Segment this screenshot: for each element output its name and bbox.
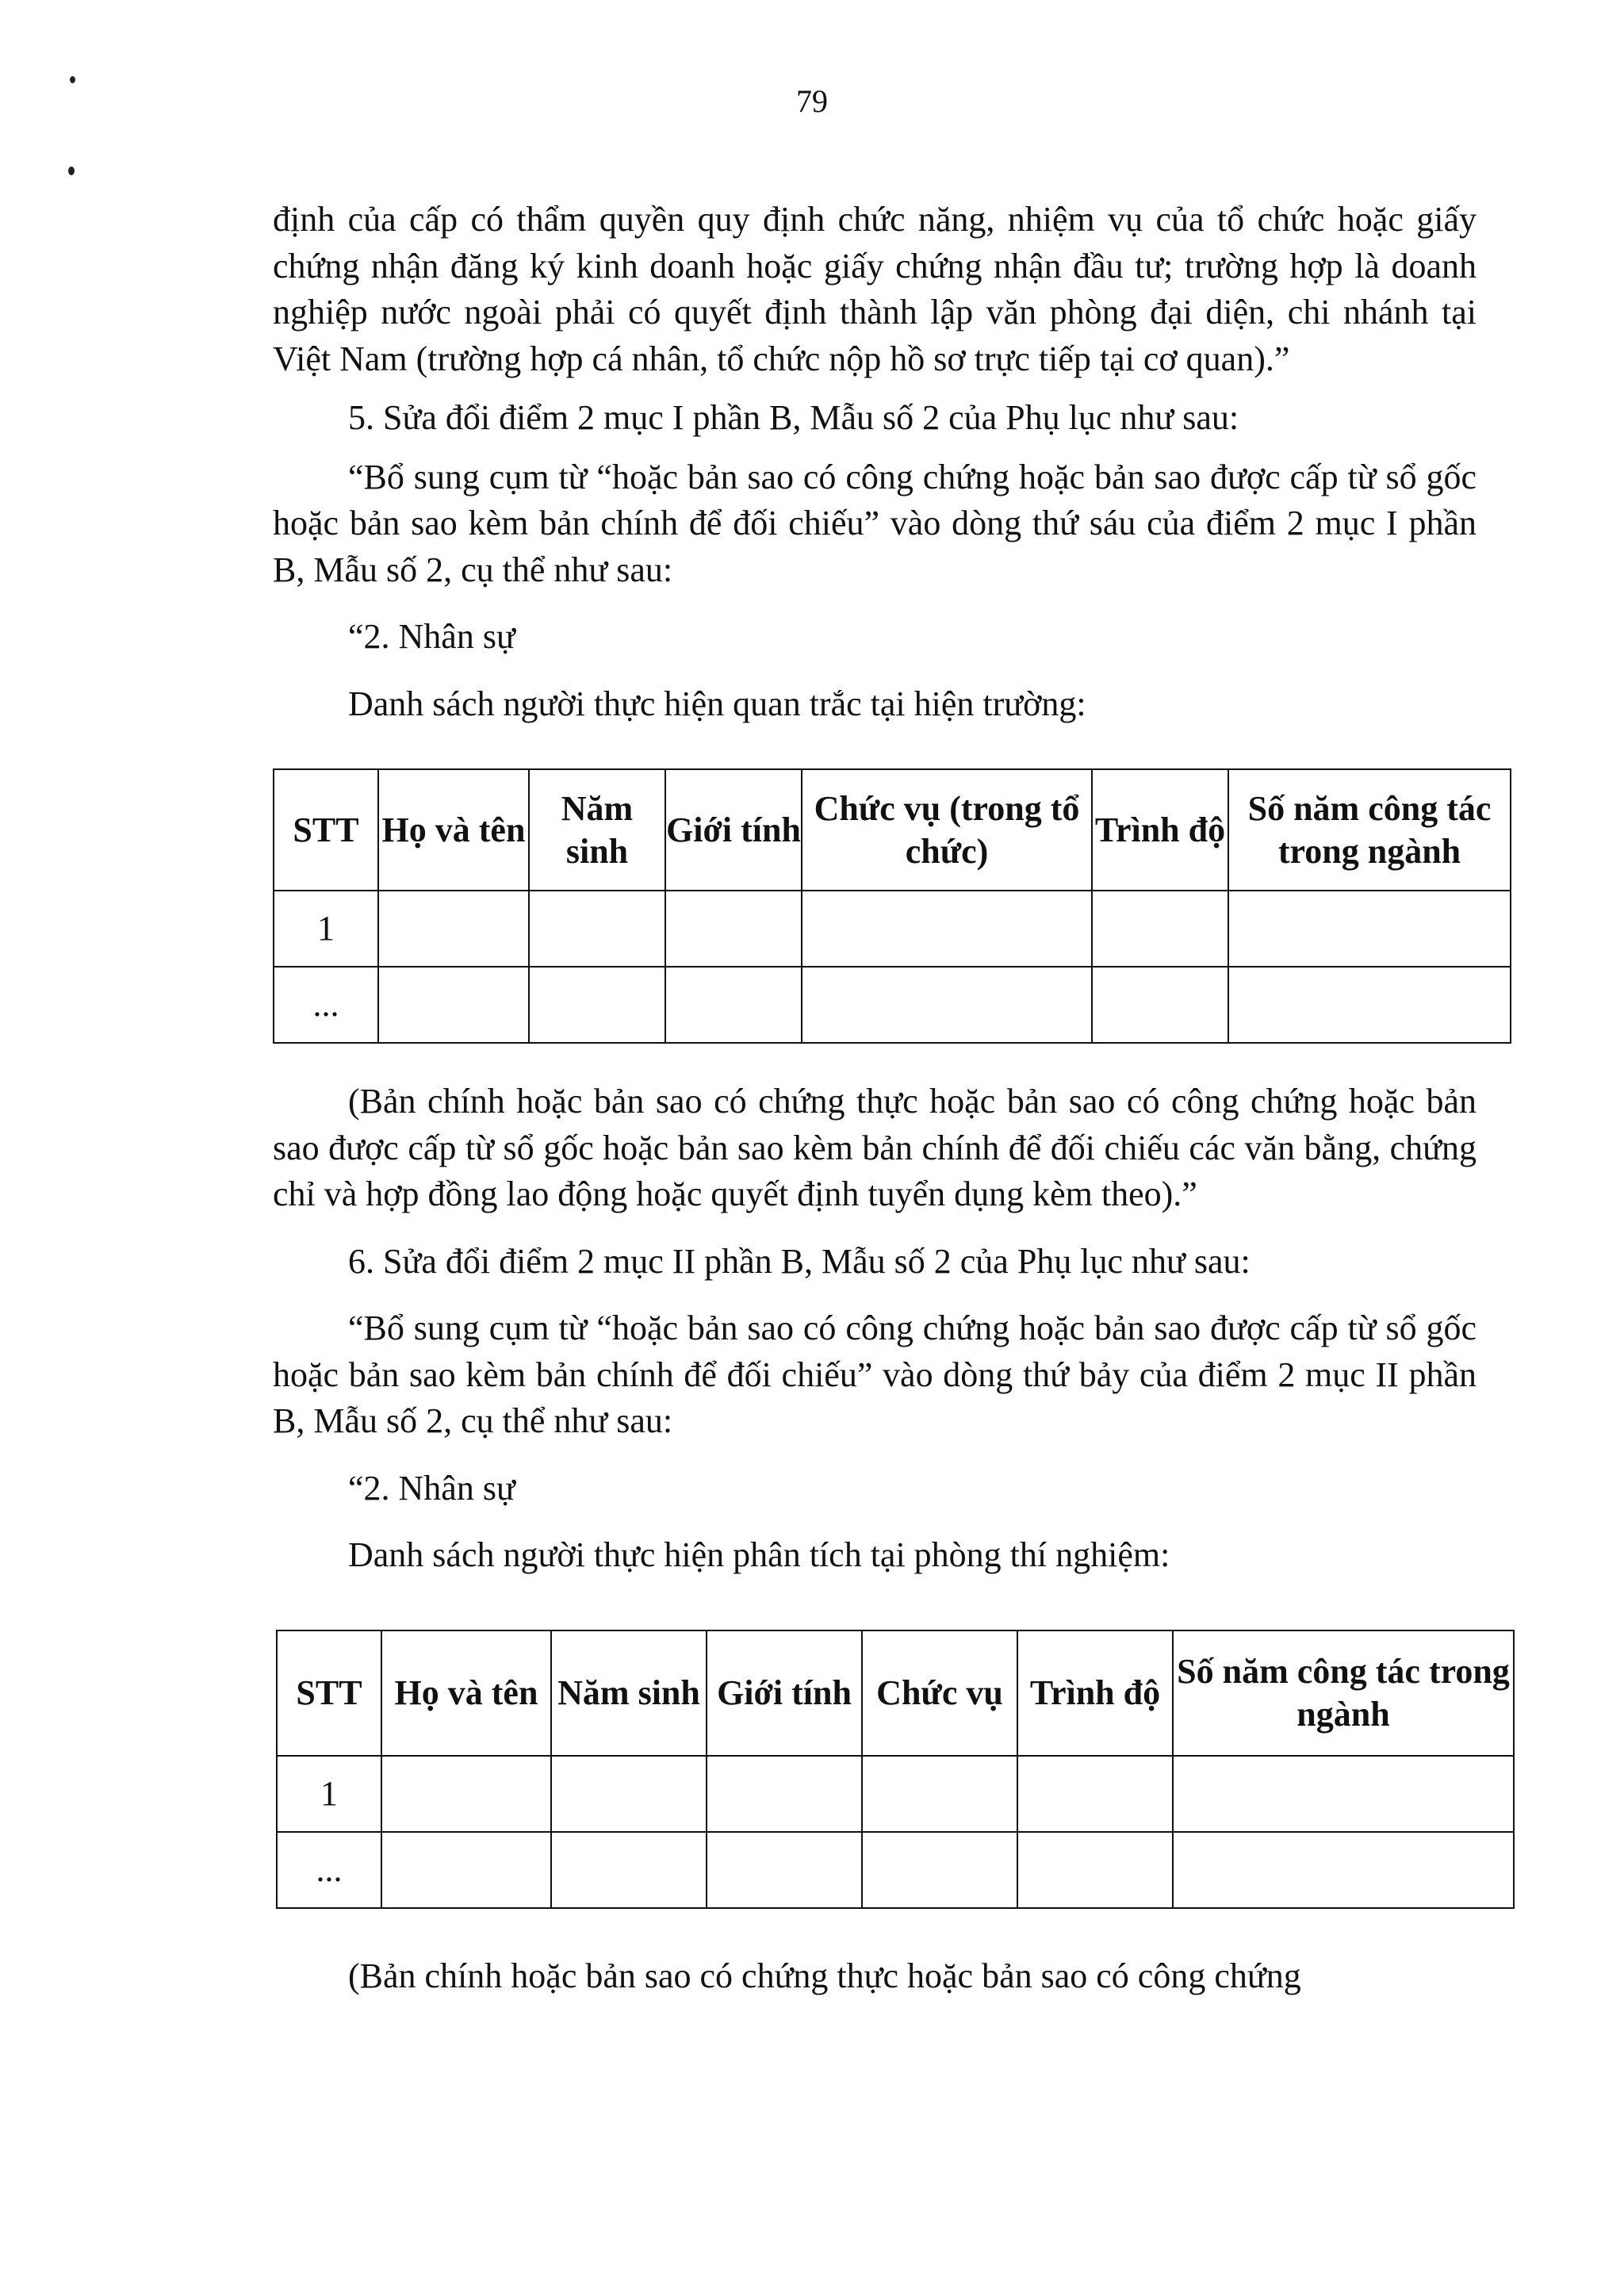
attachment-note-2: (Bản chính hoặc bản sao có chứng thực hoặc bản sao có công chứng xyxy=(348,1956,1301,1995)
table-cell xyxy=(529,891,665,967)
column-header: Họ và tên xyxy=(378,769,529,891)
amendment-5-heading: 5. Sửa đổi điểm 2 mục I phần B, Mẫu số 2 của Phụ lục như sau: xyxy=(348,398,1239,437)
amendment-6-heading: 6. Sửa đổi điểm 2 mục II phần B, Mẫu số 2 của Phụ lục như sau: xyxy=(348,1241,1251,1281)
table-cell: 1 xyxy=(277,1756,381,1832)
paragraph-continuation: định của cấp có thẩm quyền quy định chức năng, nhiệm vụ của tổ chức hoặc giấy chứng nhận đăng ký kinh doanh hoặc giấy chứng nhận đầu tư; trường hợp là doanh nghiệp nước ngoài phải có quyết định thành lập văn phòng đại diện, chi nhánh tại Việt Nam (trường hợp cá nhân, tổ chức nộp hồ sơ trực tiếp tại cơ quan).” xyxy=(273,200,1477,378)
lab-analysis-staff-table xyxy=(276,1630,1515,1909)
column-header: Họ và tên xyxy=(381,1630,551,1756)
table-cell xyxy=(551,1832,707,1908)
column-header: STT xyxy=(274,769,378,891)
table-cell xyxy=(529,967,665,1043)
table-cell xyxy=(802,967,1092,1043)
table-cell xyxy=(802,891,1092,967)
scan-speck xyxy=(68,167,75,175)
table-row xyxy=(274,967,1511,1043)
table-cell: ... xyxy=(277,1832,381,1908)
table-cell xyxy=(551,1756,707,1832)
amendment-6-text: “Bổ sung cụm từ “hoặc bản sao có công chứng hoặc bản sao được cấp từ sổ gốc hoặc bản sao kèm bản chính để đối chiếu” vào dòng thứ bảy của điểm 2 mục II phần B, Mẫu số 2, cụ thể như sau: xyxy=(273,1309,1477,1440)
column-header: Giới tính xyxy=(707,1630,862,1756)
table-cell xyxy=(1173,1832,1514,1908)
table-header-row xyxy=(277,1630,1514,1756)
column-header: Giới tính xyxy=(665,769,802,891)
table-cell xyxy=(1017,1832,1173,1908)
list-caption-field: Danh sách người thực hiện quan trắc tại hiện trường: xyxy=(348,684,1086,723)
column-header: Số năm công tác trong ngành xyxy=(1173,1630,1514,1756)
section-heading-personnel-2: “2. Nhân sự xyxy=(348,1468,515,1508)
table-header-row xyxy=(274,769,1511,891)
column-header: Chức vụ (trong tổ chức) xyxy=(802,769,1092,891)
table-cell: 1 xyxy=(274,891,378,967)
table-cell xyxy=(862,1832,1017,1908)
table-cell xyxy=(862,1756,1017,1832)
table-cell xyxy=(1228,967,1511,1043)
table-cell xyxy=(381,1756,551,1832)
table-row xyxy=(277,1756,1514,1832)
table-cell xyxy=(378,891,529,967)
page-number: 79 xyxy=(796,83,828,119)
table-cell xyxy=(1017,1756,1173,1832)
list-caption-lab: Danh sách người thực hiện phân tích tại phòng thí nghiệm: xyxy=(348,1535,1170,1574)
table-cell xyxy=(707,1832,862,1908)
column-header: Chức vụ xyxy=(862,1630,1017,1756)
table-cell xyxy=(665,891,802,967)
column-header: STT xyxy=(277,1630,381,1756)
table-cell: ... xyxy=(274,967,378,1043)
table-cell xyxy=(707,1756,862,1832)
table-row xyxy=(277,1832,1514,1908)
column-header: Năm sinh xyxy=(551,1630,707,1756)
column-header: Trình độ xyxy=(1017,1630,1173,1756)
table-cell xyxy=(378,967,529,1043)
field-monitoring-staff-table xyxy=(273,768,1511,1044)
table-cell xyxy=(1092,891,1228,967)
table-cell xyxy=(1228,891,1511,967)
column-header: Năm sinh xyxy=(529,769,665,891)
attachment-note-1: (Bản chính hoặc bản sao có chứng thực hoặc bản sao có công chứng hoặc bản sao được cấp từ sổ gốc hoặc bản sao kèm bản chính để đối chiếu các văn bằng, chứng chỉ và hợp đồng lao động hoặc quyết định tuyển dụng kèm theo).” xyxy=(273,1082,1477,1213)
table-cell xyxy=(381,1832,551,1908)
table-cell xyxy=(1173,1756,1514,1832)
table-cell xyxy=(1092,967,1228,1043)
column-header: Trình độ xyxy=(1092,769,1228,891)
amendment-5-text: “Bổ sung cụm từ “hoặc bản sao có công chứng hoặc bản sao được cấp từ sổ gốc hoặc bản sao kèm bản chính để đối chiếu” vào dòng thứ sáu của điểm 2 mục I phần B, Mẫu số 2, cụ thể như sau: xyxy=(273,457,1477,589)
section-heading-personnel: “2. Nhân sự xyxy=(348,617,515,656)
table-row xyxy=(274,891,1511,967)
table-cell xyxy=(665,967,802,1043)
document-body xyxy=(273,197,1510,1999)
column-header: Số năm công tác trong ngành xyxy=(1228,769,1511,891)
